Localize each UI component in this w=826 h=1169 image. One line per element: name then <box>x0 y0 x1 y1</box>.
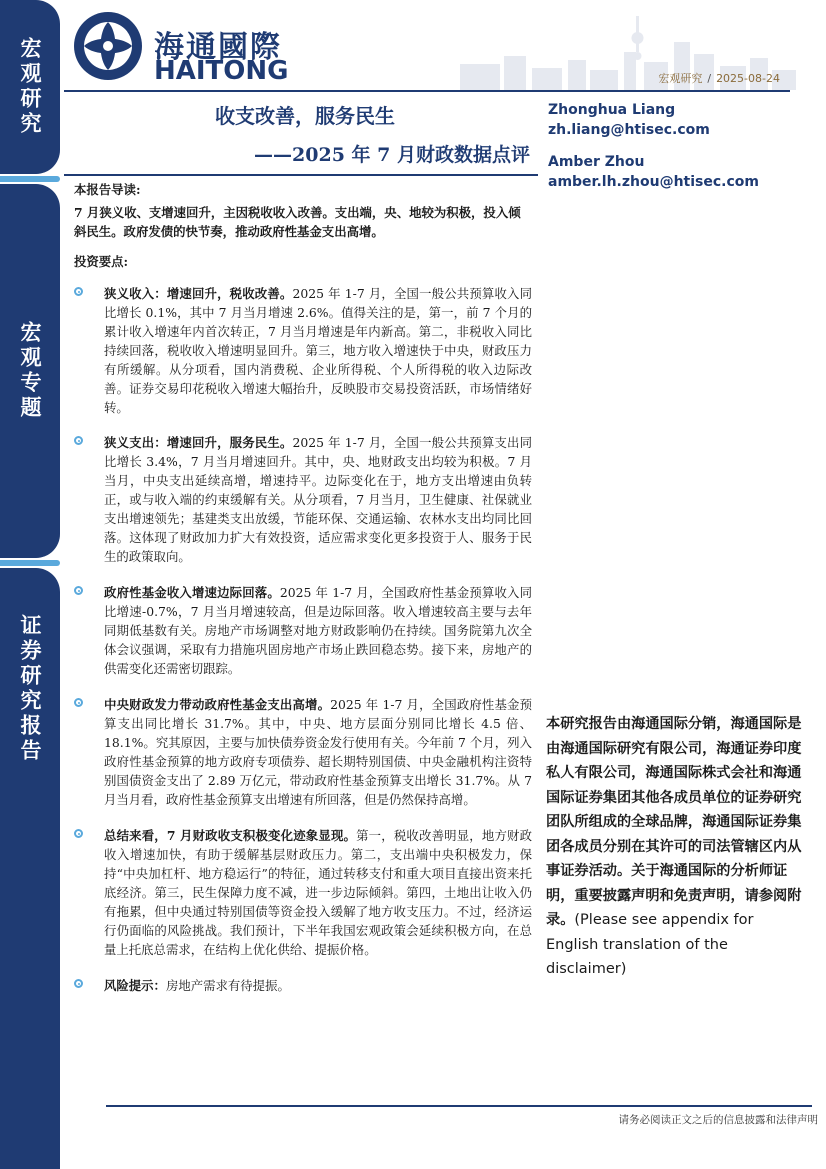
sidebar-block-macro-topic <box>0 184 60 558</box>
footer-notice: 请务必阅读正文之后的信息披露和法律声明 <box>618 1114 818 1126</box>
bullet-icon <box>74 979 83 988</box>
haitong-emblem-icon <box>70 8 146 84</box>
logo-english-name: HAITONG <box>154 56 289 86</box>
point-text: 2025 年 1-7 月，全国一般公共预算收入同比增长 0.1%，其中 7 月当月增速 2.6%。值得关注的是，第一，前 7 个月的累计收入增速年内首次转正，7 月当月增速是年内新高。第二，非税收入同比持续回落，税收收入增速明显回升。第三，地方收入增速快于中央，财政压力有所缓解。从分项看，国内消费税、企业所得税、个人所得税的收入边际改善。证券交易印花税收入增速大幅抬升，反映股市交易投资活跃，市场情绪好转。 <box>104 286 532 415</box>
point-heading: 狭义支出：增速回升，服务民生。 <box>104 435 293 450</box>
sidebar-label-macro-topic: 宏观专题 <box>18 321 42 421</box>
sidebar-divider <box>0 176 60 182</box>
sidebar-block-macro-research <box>0 0 60 174</box>
point-text: 2025 年 1-7 月，全国政府性基金预算收入同比增速-0.7%，7 月当月增速较高，但是边际回落。收入增速较高主要与去年同期低基数有关。房地产市场调整对地方财政影响仍在持续。国务院第九次全体会议强调，采取有力措施巩固房地产市场止跌回稳态势。接下来，房地产的供需变化还需密切跟踪。 <box>104 585 532 676</box>
sidebar-divider <box>0 560 60 566</box>
haitong-logo <box>70 8 290 84</box>
sidebar-block-securities-report <box>0 568 60 1169</box>
point-heading: 风险提示： <box>104 978 166 993</box>
point-text: 2025 年 1-7 月，全国政府性基金预算支出同比增长 31.7%。其中，中央、地方层面分别同比增长 4.5 倍、18.1%。究其原因，主要与加快债券资金发行使用有关。今年前 7 个月，列入政府性基金预算的地方政府专项债券、超长期特别国债、中央金融机构注资特别国债资金支出了 2.89 万亿元，带动政府性基金预算支出增长 31.7%。从 7 月当月看，政府性基金预算支出增速有所回落，但是仍然保持高增。 <box>104 697 533 807</box>
header-meta <box>658 70 780 86</box>
footer-rule <box>106 1105 812 1107</box>
author-name: Zhonghua Liang <box>548 102 676 118</box>
list-item <box>74 284 532 417</box>
disclaimer-chinese: 本研究报告由海通国际分销，海通国际是由海通国际研究有限公司，海通证券印度私人有限公司，海通国际株式会社和海通国际证券集团其他各成员单位的证券研究团队所组成的全球品牌，海通国际证券集团各成员分别在其许可的司法管辖区内从事证券活动。关于海通国际的分析师证明，重要披露声明和免责声明，请参阅附录。 <box>546 716 802 928</box>
bullet-icon <box>74 436 83 445</box>
authors <box>548 100 759 192</box>
author-email[interactable]: zh.liang@htisec.com <box>548 122 710 138</box>
point-text: 第一，税收改善明显，地方财政收入增速加快，有助于缓解基层财政压力。第二，支出端中央积极发力，保持“中央加杠杆、地方稳运行”的特征，通过转移支付和重大项目直接出资来托底经济。第三，民生保障力度不减，进一步边际倾斜。第四，土地出让收入仍有拖累，但中央通过特别国债等资金投入缓解了地方收支压力。不过，经济运行仍面临的风险挑战。我们预计，下半年我国宏观政策会延续积极方向，在总量上托底总需求，在结构上优化供给、提振价格。 <box>104 828 533 957</box>
lead-text: 7 月狭义收、支增速回升，主因税收收入改善。支出端，央、地较为积极，投入倾斜民生。政府发债的快节奏，推动政府性基金支出高增。 <box>74 205 521 239</box>
header-date: 2025-08-24 <box>716 72 780 85</box>
point-heading: 狭义收入：增速回升，税收改善。 <box>104 286 293 301</box>
header-separator: / <box>707 72 712 85</box>
bullet-icon <box>74 698 83 707</box>
sidebar-label-macro-research: 宏观研究 <box>18 37 42 137</box>
report-title: 收支改善，服务民生 <box>215 104 395 128</box>
point-heading: 总结来看，7 月财政收支积极变化迹象显现。 <box>104 828 357 843</box>
point-heading: 政府性基金收入增速边际回落。 <box>104 585 280 600</box>
report-subtitle: ——2025 年 7 月财政数据点评 <box>254 144 530 166</box>
point-text: 2025 年 1-7 月，全国一般公共预算支出同比增长 3.4%，7 月当月增速回升。其中，央、地财政支出均较为积极。7 月当月，中央支出延续高增，增速持平。边际变化在于，地方支出增速由负转正，或与收入端的约束缓解有关。从分项看，7 月当月，卫生健康、社保就业支出增速领先；基建类支出放缓，节能环保、交通运输、农林水支出均同比回落。这体现了财政加力扩大有效投资，适应需求变化更多投资于人、服务于民生的政策取向。 <box>104 435 532 564</box>
disclaimer-english: (Please see appendix for English translation of the disclaimer) <box>546 912 754 977</box>
list-item <box>74 695 532 809</box>
sidebar-label-securities-report: 证券研究报告 <box>18 613 42 764</box>
list-item <box>74 433 532 566</box>
header-section: 宏观研究 <box>658 72 703 85</box>
point-heading: 中央财政发力带动政府性基金支出高增。 <box>104 697 331 712</box>
author-name: Amber Zhou <box>548 154 645 170</box>
bullet-icon <box>74 586 83 595</box>
report-body <box>74 180 532 995</box>
lead-heading: 本报告导读: <box>74 182 141 197</box>
disclaimer-box <box>546 712 810 982</box>
header-rule <box>64 90 790 92</box>
bullet-icon <box>74 829 83 838</box>
list-item <box>74 976 532 995</box>
point-text: 房地产需求有待提振。 <box>165 978 290 993</box>
bullet-icon <box>74 287 83 296</box>
title-rule <box>64 174 538 176</box>
author-email[interactable]: amber.lh.zhou@htisec.com <box>548 174 759 190</box>
sidebar <box>0 0 60 1169</box>
logo-chinese-name: 海通國際 <box>154 30 282 65</box>
list-item <box>74 826 532 959</box>
investment-heading: 投资要点: <box>74 254 129 269</box>
list-item <box>74 583 532 678</box>
